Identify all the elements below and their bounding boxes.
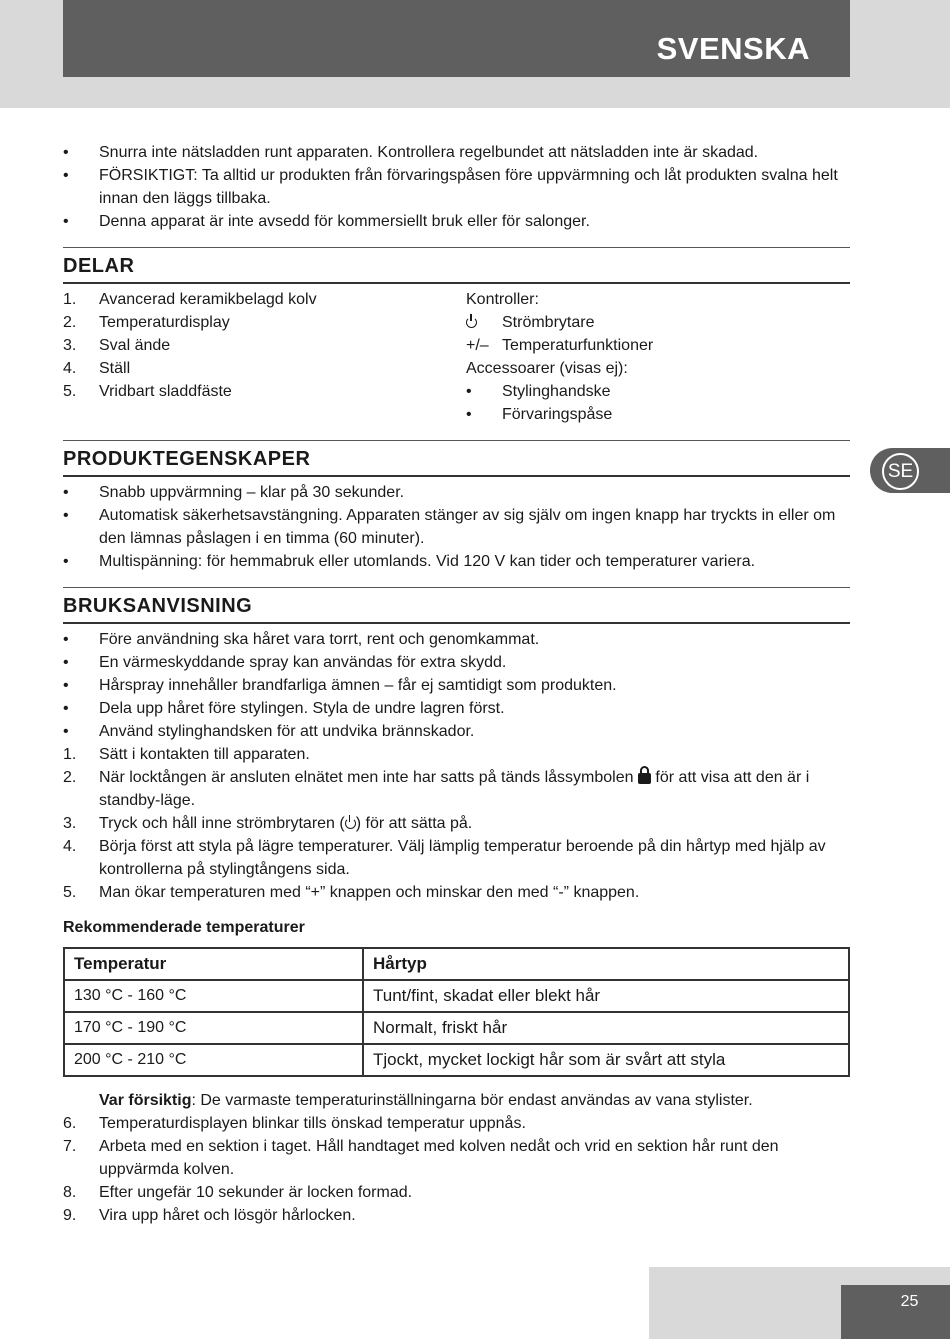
intro-bullet-list xyxy=(63,141,850,233)
table-row xyxy=(64,1044,849,1076)
list-item-text: Temperaturfunktioner xyxy=(502,337,654,354)
list-item-text: Sval ände xyxy=(99,337,171,354)
step-text: Man ökar temperaturen med “+” knappen och minskar den med “-” knappen. xyxy=(99,884,640,901)
number-marker: 5. xyxy=(63,884,77,901)
table-cell-temperature: 130 °C - 160 °C xyxy=(64,980,363,1012)
step-item xyxy=(63,1112,850,1135)
table-cell-temperature: 200 °C - 210 °C xyxy=(64,1044,363,1076)
bullet-marker: • xyxy=(63,677,69,694)
list-item xyxy=(63,141,850,164)
list-item xyxy=(63,481,850,504)
section-title-delar: DELAR xyxy=(63,247,850,284)
table-row xyxy=(64,980,849,1012)
table-cell-hair-type: Tunt/fint, skadat eller blekt hår xyxy=(363,980,849,1012)
step-text-continued: ) för att sätta på. xyxy=(355,815,473,832)
list-item xyxy=(63,334,466,357)
bullet-marker: • xyxy=(63,654,69,671)
list-item-text: Strömbrytare xyxy=(502,314,595,331)
number-marker: 7. xyxy=(63,1138,77,1155)
page-number-box xyxy=(841,1285,950,1339)
features-list xyxy=(63,481,850,573)
step-text: Börja först att styla på lägre temperaturer. Välj lämplig temperatur beroende på din hårtyp med hjälp av kontrollerna på stylingtångens sida. xyxy=(99,838,826,878)
step-item xyxy=(63,881,850,904)
temperature-table xyxy=(63,947,850,1077)
list-item xyxy=(63,697,850,720)
step-item xyxy=(63,835,850,881)
bullet-marker: • xyxy=(63,167,69,184)
later-steps-list xyxy=(63,1112,850,1227)
list-item xyxy=(63,628,850,651)
list-item-text: Temperaturdisplay xyxy=(99,314,230,331)
bullet-marker: • xyxy=(466,383,472,400)
number-marker: 3. xyxy=(63,337,77,354)
bullet-marker: • xyxy=(63,553,69,570)
list-item-text: Ställ xyxy=(99,360,131,377)
number-marker: 2. xyxy=(63,314,77,331)
language-title: SVENSKA xyxy=(656,31,810,66)
table-cell-hair-type: Normalt, friskt hår xyxy=(363,1012,849,1044)
number-marker: 3. xyxy=(63,815,77,832)
caution-label: Var försiktig xyxy=(99,1092,192,1109)
list-item-text: Multispänning: för hemmabruk eller utomlands. Vid 120 V kan tider och temperaturer variera. xyxy=(99,553,756,570)
number-marker: 2. xyxy=(63,769,77,786)
number-marker: 8. xyxy=(63,1184,77,1201)
section-title-produktegenskaper: PRODUKTEGENSKAPER xyxy=(63,440,850,477)
step-item xyxy=(63,1181,850,1204)
list-item xyxy=(63,380,466,403)
step-text: Tryck och håll inne strömbrytaren ( xyxy=(99,815,345,832)
step-text: Vira upp håret och lösgör hårlocken. xyxy=(99,1207,356,1224)
step-text-continued: för att visa att den är i standby-läge. xyxy=(99,769,810,809)
number-marker: 4. xyxy=(63,838,77,855)
list-item xyxy=(63,550,850,573)
list-item-text: Avancerad keramikbelagd kolv xyxy=(99,291,317,308)
controls-list xyxy=(466,288,850,426)
step-text: Arbeta med en sektion i taget. Håll handtaget med kolven nedåt och vrid en sektion hår runt den uppvärmda kolven. xyxy=(99,1138,779,1178)
controls-heading: Kontroller: xyxy=(466,291,539,308)
step-item xyxy=(63,1135,850,1181)
list-item xyxy=(63,504,850,550)
list-item-text: Dela upp håret före stylingen. Styla de undre lagren först. xyxy=(99,700,505,717)
list-item xyxy=(63,357,466,380)
list-item xyxy=(466,380,850,403)
number-marker: 1. xyxy=(63,746,77,763)
step-item xyxy=(63,766,850,812)
number-marker: 5. xyxy=(63,383,77,400)
list-item-text: Hårspray innehåller brandfarliga ämnen – får ej samtidigt som produkten. xyxy=(99,677,617,694)
number-marker: 1. xyxy=(63,291,77,308)
table-cell-temperature: 170 °C - 190 °C xyxy=(64,1012,363,1044)
bullet-marker: • xyxy=(63,213,69,230)
list-item-text: Använd stylinghandsken för att undvika brännskador. xyxy=(99,723,475,740)
power-icon xyxy=(345,818,356,829)
caution-text: : De varmaste temperaturinställningarna bör endast användas av vana stylister. xyxy=(191,1092,753,1109)
accessories-heading: Accessoarer (visas ej): xyxy=(466,360,628,377)
list-item-text: Stylinghandske xyxy=(502,383,611,400)
language-tab-label: SE xyxy=(882,453,919,490)
number-marker: 6. xyxy=(63,1115,77,1132)
bullet-marker: • xyxy=(63,507,69,524)
language-tab xyxy=(870,448,950,493)
bullet-marker: • xyxy=(63,700,69,717)
step-item xyxy=(63,1204,850,1227)
page-content xyxy=(63,141,850,1227)
instructions-list xyxy=(63,628,850,904)
step-text: Sätt i kontakten till apparaten. xyxy=(99,746,310,763)
bullet-marker: • xyxy=(466,406,472,423)
list-item-text: Automatisk säkerhetsavstängning. Apparaten stänger av sig själv om ingen knapp har tryckts in eller om den lämnas påslagen i en timma (60 minuter). xyxy=(99,507,836,547)
list-item-text: Vridbart sladdfäste xyxy=(99,383,232,400)
step-item xyxy=(63,743,850,766)
lock-icon xyxy=(638,773,651,784)
list-item-text: Före användning ska håret vara torrt, rent och genomkammat. xyxy=(99,631,540,648)
bullet-marker: • xyxy=(63,723,69,740)
table-row xyxy=(64,1012,849,1044)
recommended-temperatures-heading: Rekommenderade temperaturer xyxy=(63,919,305,936)
list-item xyxy=(63,164,850,210)
list-item xyxy=(63,288,466,311)
step-text: När locktången är ansluten elnätet men inte har satts på tänds låssymbolen xyxy=(99,769,638,786)
list-item-text: En värmeskyddande spray kan användas för extra skydd. xyxy=(99,654,507,671)
list-item-text: FÖRSIKTIGT: Ta alltid ur produkten från förvaringspåsen före uppvärmning och låt produkten svalna helt innan den läggs tillbaka. xyxy=(99,167,838,207)
bullet-marker: • xyxy=(63,484,69,501)
table-header-row xyxy=(64,948,849,980)
caution-note xyxy=(63,1089,850,1112)
list-item xyxy=(63,651,850,674)
list-item xyxy=(466,403,850,426)
column-header: Temperatur xyxy=(64,948,363,980)
step-text: Temperaturdisplayen blinkar tills önskad temperatur uppnås. xyxy=(99,1115,526,1132)
number-marker: 9. xyxy=(63,1207,77,1224)
step-item xyxy=(63,812,850,835)
table-cell-hair-type: Tjockt, mycket lockigt hår som är svårt att styla xyxy=(363,1044,849,1076)
bullet-marker: • xyxy=(63,631,69,648)
list-item xyxy=(63,674,850,697)
list-item-text: Snabb uppvärmning – klar på 30 sekunder. xyxy=(99,484,405,501)
number-marker: 4. xyxy=(63,360,77,377)
power-icon xyxy=(466,311,477,334)
list-item-text: Förvaringspåse xyxy=(502,406,613,423)
bullet-marker: • xyxy=(63,144,69,161)
parts-list xyxy=(63,288,466,426)
column-header: Hårtyp xyxy=(363,948,849,980)
page-number: 25 xyxy=(900,1293,919,1310)
list-item xyxy=(466,311,850,334)
list-item xyxy=(63,210,850,233)
list-item xyxy=(63,311,466,334)
list-item xyxy=(63,720,850,743)
list-item-text: Snurra inte nätsladden runt apparaten. Kontrollera regelbundet att nätsladden inte är skadad. xyxy=(99,144,759,161)
header-bar xyxy=(63,0,850,77)
section-title-bruksanvisning: BRUKSANVISNING xyxy=(63,587,850,624)
list-item xyxy=(466,334,850,357)
plus-minus-marker: +/– xyxy=(466,337,489,354)
parts-section xyxy=(63,288,850,426)
step-text: Efter ungefär 10 sekunder är locken formad. xyxy=(99,1184,413,1201)
list-item-text: Denna apparat är inte avsedd för kommersiellt bruk eller för salonger. xyxy=(99,213,590,230)
